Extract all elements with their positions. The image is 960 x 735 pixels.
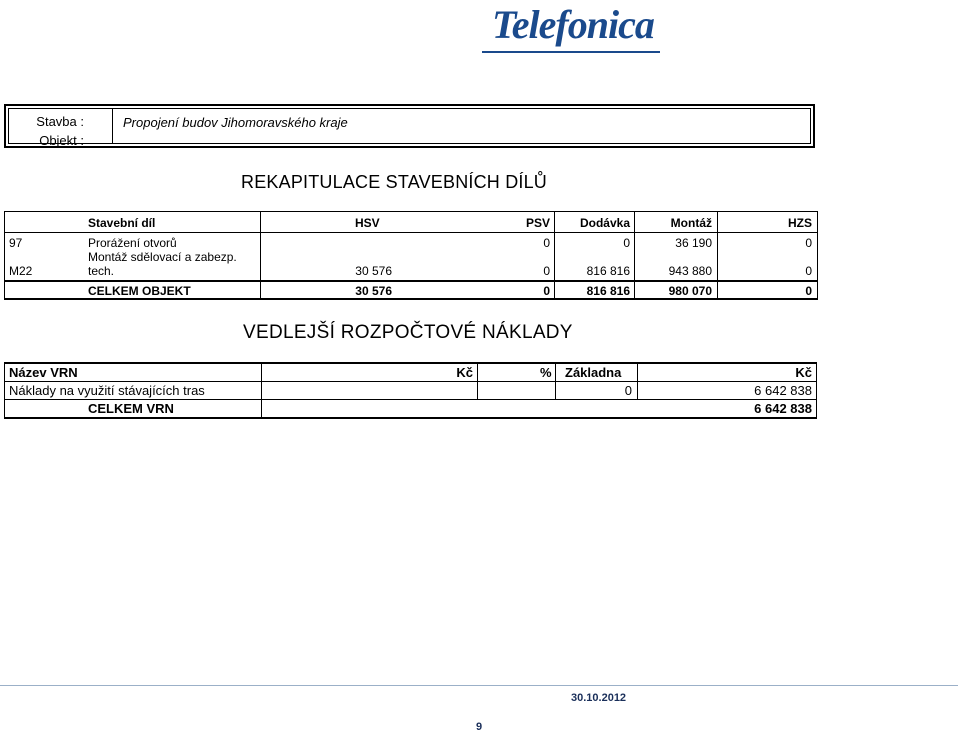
col-stavebni-dil: Stavební díl bbox=[88, 216, 156, 230]
vrn-row-base: 0 bbox=[624, 383, 632, 398]
row-hzs: 0 bbox=[805, 264, 812, 278]
vrn-total-kc2: 6 642 838 bbox=[754, 401, 812, 416]
row-hzs: 0 bbox=[805, 236, 812, 250]
row-name: Prorážení otvorů bbox=[88, 236, 177, 250]
vrn-col-base: Základna bbox=[565, 365, 622, 380]
row-code: 97 bbox=[9, 236, 23, 250]
row-hsv: 30 576 bbox=[355, 264, 392, 278]
col-psv: PSV bbox=[525, 216, 550, 230]
row-psv: 0 bbox=[543, 236, 550, 250]
total-montaz: 980 070 bbox=[668, 284, 712, 298]
row-montaz: 36 190 bbox=[675, 236, 712, 250]
row-name-cont: tech. bbox=[88, 264, 115, 278]
row-montaz: 943 880 bbox=[668, 264, 712, 278]
vrn-row-kc2: 6 642 838 bbox=[754, 383, 812, 398]
vrn-col-kc: Kč bbox=[456, 365, 473, 380]
total-psv: 0 bbox=[543, 284, 550, 298]
project-name: Propojení budov Jihomoravského kraje bbox=[123, 115, 348, 130]
col-hsv: HSV bbox=[355, 216, 380, 230]
footer-divider bbox=[0, 685, 958, 686]
row-dodavka: 0 bbox=[623, 236, 630, 250]
total-hsv: 30 576 bbox=[355, 284, 392, 298]
vrn-col-pct: % bbox=[540, 365, 552, 380]
project-info-box bbox=[4, 104, 815, 148]
col-montaz: Montáž bbox=[670, 216, 712, 230]
svg-text:Telefonica: Telefonica bbox=[492, 2, 654, 47]
footer-date: 30.10.2012 bbox=[571, 692, 627, 704]
total-label: CELKEM OBJEKT bbox=[88, 284, 191, 298]
stavba-label: Stavba : bbox=[36, 114, 84, 129]
row-code: M22 bbox=[9, 264, 33, 278]
recap-title: REKAPITULACE STAVEBNÍCH DÍLŮ bbox=[241, 172, 548, 192]
row-dodavka: 816 816 bbox=[586, 264, 630, 278]
vrn-row-name: Náklady na využití stávajících tras bbox=[9, 383, 205, 398]
vrn-col-kc2: Kč bbox=[795, 365, 812, 380]
objekt-label: Objekt : bbox=[39, 133, 84, 148]
row-psv: 0 bbox=[543, 264, 550, 278]
total-hzs: 0 bbox=[805, 284, 812, 298]
col-hzs: HZS bbox=[788, 216, 812, 230]
telefonica-logo bbox=[478, 2, 664, 58]
vrn-title: VEDLEJŠÍ ROZPOČTOVÉ NÁKLADY bbox=[243, 322, 573, 343]
total-dodavka: 816 816 bbox=[586, 284, 630, 298]
page-number: 9 bbox=[476, 721, 483, 733]
vrn-col-name: Název VRN bbox=[9, 365, 78, 380]
col-dodavka: Dodávka bbox=[579, 216, 630, 230]
row-name: Montáž sdělovací a zabezp. bbox=[88, 250, 237, 264]
vrn-total-label: CELKEM VRN bbox=[88, 401, 174, 416]
